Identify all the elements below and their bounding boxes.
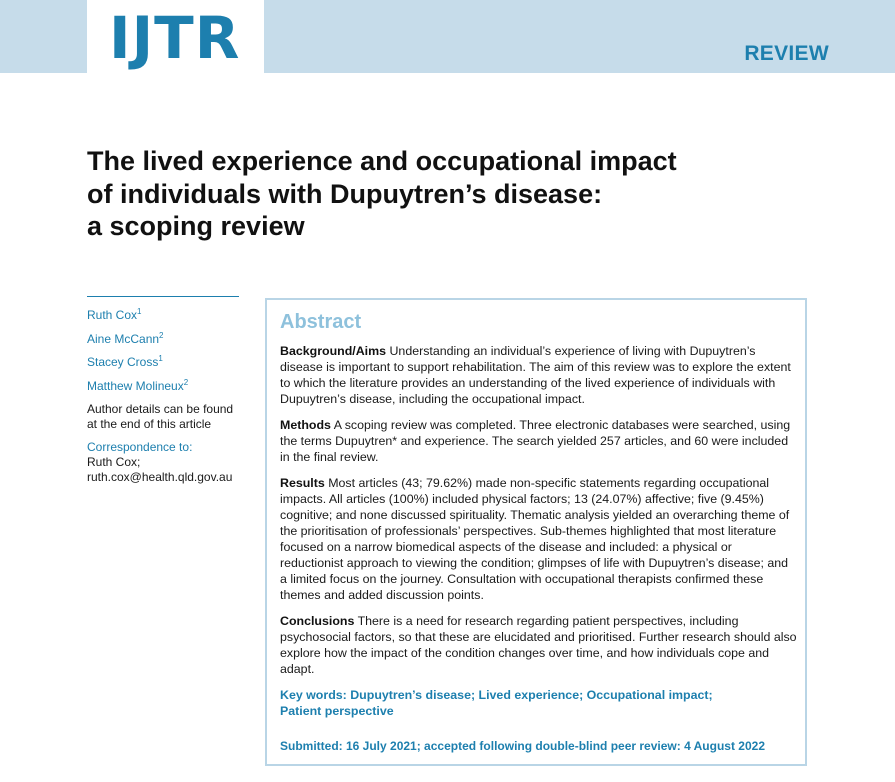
abstract-heading: Abstract bbox=[280, 311, 362, 333]
author-affiliation: 2 bbox=[183, 377, 189, 387]
abstract-methods bbox=[280, 417, 798, 465]
author-name: Stacey Cross bbox=[87, 355, 159, 369]
abstract-section-label: Methods bbox=[280, 418, 331, 432]
abstract-body bbox=[280, 343, 798, 719]
author-affiliation: 2 bbox=[159, 330, 164, 340]
keywords bbox=[280, 687, 798, 719]
author-name: Aine McCann bbox=[87, 331, 160, 346]
author-list bbox=[87, 307, 257, 401]
correspondence-name: Ruth Cox; bbox=[87, 455, 141, 469]
section-label: REVIEW bbox=[744, 42, 829, 65]
author-affiliation: 1 bbox=[158, 354, 163, 363]
keywords-line: Key words: Dupuytren’s disease; Lived experience; Occupational impact; bbox=[280, 688, 713, 702]
abstract-section-label: Conclusions bbox=[280, 614, 355, 628]
keywords-line: Patient perspective bbox=[280, 704, 394, 718]
author-item[interactable] bbox=[87, 331, 257, 355]
author-item[interactable] bbox=[87, 354, 257, 378]
author-name: Ruth Cox bbox=[87, 308, 138, 322]
author-name: Matthew Molineux bbox=[87, 378, 184, 393]
author-details-note bbox=[87, 402, 257, 432]
correspondence-label: Correspondence to: bbox=[87, 440, 193, 454]
correspondence-email[interactable]: ruth.cox@health.qld.gov.au bbox=[87, 470, 233, 484]
abstract-section-text: Most articles (43; 79.62%) made non-specific statements regarding occupational impacts. All articles (100%) included physical factors; 13 (24.07%) affective; five (9.45%) cognitive; and none discussed spirituality. Thematic analysis yielded an overarching theme of the prioritisation of professionals’ perspectives. Sub-themes highlighted that most literature focused on a narrow biomedical aspects of the disease and included: a physical or reductionist approach to viewing the condition; glimpses of life with Dupuytren’s disease; and a limited focus on the journey. Consultation with occupational therapists confirmed these themes and added discussion points. bbox=[280, 476, 790, 602]
submission-dates: Submitted: 16 July 2021; accepted following double-blind peer review: 4 August 2022 bbox=[280, 739, 765, 753]
abstract-results bbox=[280, 475, 798, 603]
abstract-section-text: Understanding an individual’s experience of living with Dupuytren’s disease is important to support rehabilitation. The aim of this review was to explore the extent to which the literature provides an understanding of the lived experience of individuals with Dupuytren’s disease, including the occupational impact. bbox=[280, 344, 791, 406]
abstract-section-text: There is a need for research regarding patient perspectives, including psychosocial factors, so that these are elucidated and prioritised. Further research should also explore how the impact of the condition changes over time, and how individuals cope and adapt. bbox=[280, 614, 797, 676]
abstract-section-text: A scoping review was completed. Three electronic databases were searched, using the terms Dupuytren* and experience. The search yielded 257 articles, and 60 were included in the final review. bbox=[280, 418, 791, 464]
author-details-line: Author details can be found bbox=[87, 402, 234, 416]
author-item[interactable] bbox=[87, 307, 257, 331]
journal-logo: IJTR bbox=[109, 4, 241, 72]
sidebar-divider bbox=[87, 296, 239, 297]
author-details-line: at the end of this article bbox=[87, 417, 212, 431]
abstract-background bbox=[280, 343, 798, 407]
author-item[interactable] bbox=[87, 378, 257, 402]
article-title-line: The lived experience and occupational impact bbox=[87, 146, 677, 176]
article-title-line: of individuals with Dupuytren’s disease: bbox=[87, 178, 603, 209]
abstract-conclusions bbox=[280, 613, 798, 677]
correspondence-block bbox=[87, 440, 257, 485]
abstract-section-label: Background/Aims bbox=[280, 344, 387, 358]
author-affiliation: 1 bbox=[137, 307, 142, 316]
article-title-line: a scoping review bbox=[87, 211, 305, 241]
article-title bbox=[87, 145, 807, 243]
abstract-section-label: Results bbox=[280, 476, 325, 490]
